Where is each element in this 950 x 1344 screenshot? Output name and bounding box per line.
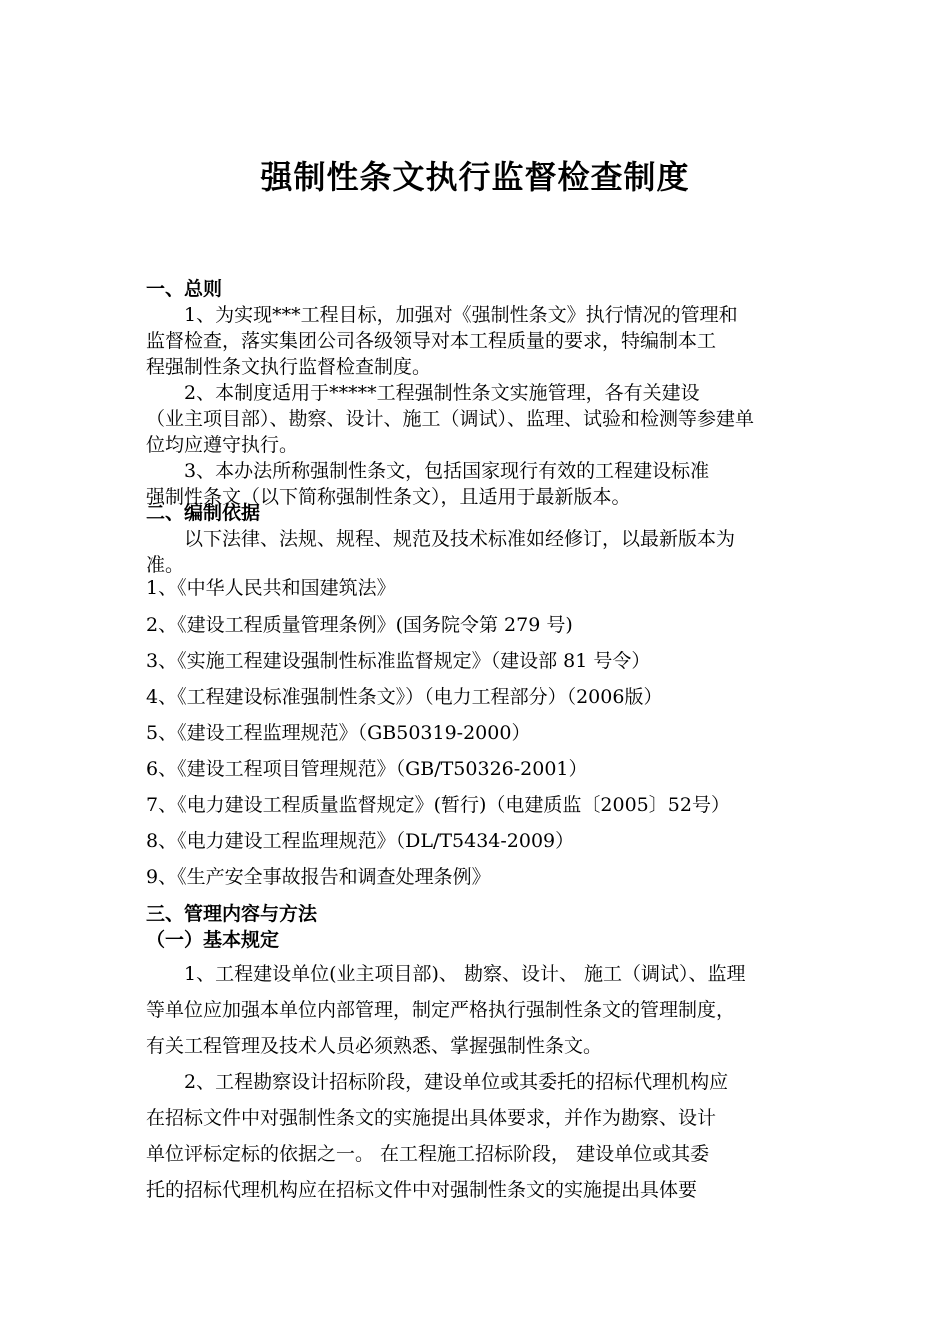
paragraph-line: 1、工程建设单位(业主项目部)、 勘察、设计、 施工（调试）、监理 (184, 963, 746, 985)
paragraph-line: 等单位应加强本单位内部管理，制定严格执行强制性条文的管理制度， (146, 999, 736, 1021)
reference-item-2: 2、《建设工程质量管理条例》(国务院令第 279 号) (146, 614, 573, 636)
reference-item-6: 6、《建设工程项目管理规范》（GB/T50326-2001） (146, 758, 588, 780)
document-title: 强制性条文执行监督检查制度 (260, 158, 690, 196)
paragraph-line: 3、本办法所称强制性条文，包括国家现行有效的工程建设标准 (184, 460, 710, 482)
section-heading-general: 一、总则 (146, 278, 223, 300)
reference-item-1: 1、《中华人民共和国建筑法》 (146, 577, 396, 599)
section-heading-management: 三、管理内容与方法 (146, 903, 318, 925)
reference-item-3: 3、《实施工程建设强制性标准监督规定》（建设部 81 号令） (146, 650, 651, 672)
paragraph-line: 位均应遵守执行。 (146, 434, 299, 456)
reference-item-8: 8、《电力建设工程监理规范》（DL/T5434-2009） (146, 830, 575, 852)
reference-item-5: 5、《建设工程监理规范》（GB50319-2000） (146, 722, 531, 744)
section-heading-basis: 二、编制依据 (146, 502, 261, 524)
section-general (146, 276, 816, 510)
paragraph-line: 2、本制度适用于*****工程强制性条文实施管理，各有关建设 (184, 382, 700, 404)
paragraph-line: 监督检查，落实集团公司各级领导对本工程质量的要求，特编制本工 (146, 330, 717, 352)
paragraph-line: 单位评标定标的依据之一。 在工程施工招标阶段， 建设单位或其委 (146, 1143, 710, 1165)
reference-item-4: 4、《工程建设标准强制性条文》）（电力工程部分）（2006版） (146, 686, 663, 708)
paragraph-line: 以下法律、法规、规程、规范及技术标准如经修订，以最新版本为 (184, 528, 736, 550)
paragraph-line: 准。 (146, 554, 185, 576)
paragraph-line: 程强制性条文执行监督检查制度。 (146, 356, 432, 378)
reference-item-7: 7、《电力建设工程质量监督规定》(暂行)（电建质监〔2005〕52号） (146, 794, 730, 816)
paragraph-line: 2、工程勘察设计招标阶段，建设单位或其委托的招标代理机构应 (184, 1071, 729, 1093)
section-management (146, 901, 816, 953)
paragraph-line: 托的招标代理机构应在招标文件中对强制性条文的实施提出具体要 (146, 1179, 698, 1201)
paragraph-line: （业主项目部）、勘察、设计、施工（调试）、监理、试验和检测等参建单 (146, 408, 755, 430)
paragraph-line: 在招标文件中对强制性条文的实施提出具体要求，并作为勘察、设计 (146, 1107, 717, 1129)
paragraph-line: 有关工程管理及技术人员必须熟悉、掌握强制性条文。 (146, 1035, 603, 1057)
paragraph-line: 1、为实现***工程目标，加强对《强制性条文》执行情况的管理和 (184, 304, 738, 326)
reference-item-9: 9、《生产安全事故报告和调查处理条例》 (146, 866, 491, 888)
section-basis (146, 500, 816, 578)
section-management-body (146, 956, 816, 1208)
paragraph-line: 强制性条文（以下简称强制性条文），且适用于最新版本。 (146, 486, 631, 508)
subsection-heading-basic-rules: （一）基本规定 (146, 929, 280, 951)
